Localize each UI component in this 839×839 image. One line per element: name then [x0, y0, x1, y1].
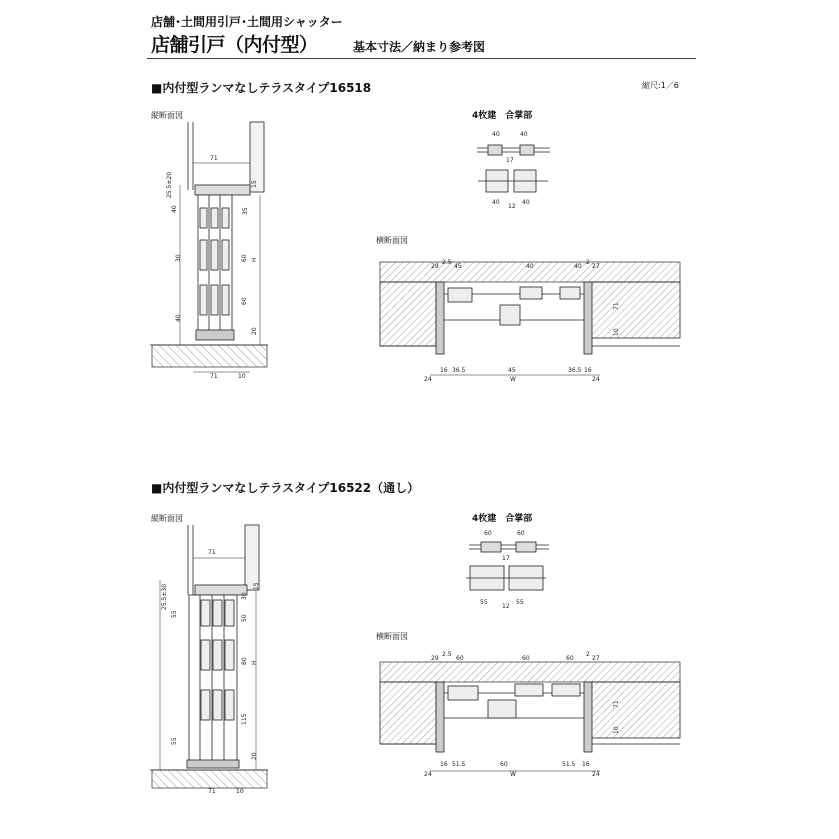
dimension-label: 60: [522, 655, 530, 662]
dimension-label: 15: [253, 582, 260, 590]
dimension-label: 30: [175, 254, 182, 262]
dimension-label: 40: [522, 199, 530, 206]
dimension-label: 24: [424, 376, 432, 383]
dimension-label: 29: [431, 263, 439, 270]
dimension-label: 16: [584, 367, 592, 374]
dimension-label: 51.5: [452, 761, 466, 768]
dimension-label: W: [510, 376, 516, 383]
dimension-label: 60: [456, 655, 464, 662]
dimension-label: 30: [241, 592, 248, 600]
dimension-label: 16: [582, 761, 590, 768]
dimension-label: 10: [613, 726, 620, 734]
dimension-label: 10: [236, 788, 244, 795]
dimension-label: 40: [492, 131, 500, 138]
dimension-label: 24: [592, 376, 600, 383]
dimension-label: H: [251, 660, 258, 665]
page-title: 店舗引戸（内付型）: [151, 34, 318, 56]
dimension-label: 55: [516, 599, 524, 606]
dimension-label: 45: [508, 367, 516, 374]
section-heading-2: ■内付型ランマなしテラスタイプ16522（通し）: [151, 481, 420, 495]
dimension-label: 80: [241, 657, 248, 665]
vertical-section-drawing-2: [150, 525, 268, 788]
dimension-label: 10: [238, 373, 246, 380]
horizontal-section-drawing-1: [380, 262, 680, 375]
dimension-label: 16: [440, 761, 448, 768]
joint-drawing-1: [477, 145, 550, 192]
dimension-label: 45: [454, 263, 462, 270]
dimension-label: 2.5: [442, 259, 452, 266]
dimension-label: 40: [171, 205, 178, 213]
dimension-label: 27: [592, 263, 600, 270]
dimension-label: 71: [208, 549, 216, 556]
dimension-label: 2.5: [442, 651, 452, 658]
dimension-label: 60: [566, 655, 574, 662]
category-label: 店舗･土間用引戸･土間用シャッター: [151, 15, 343, 29]
dimension-label: 17: [506, 157, 514, 164]
dimension-label: 2: [586, 651, 590, 658]
dimension-label: 71: [613, 302, 620, 310]
vertical-section-label-1: 縦断面図: [151, 111, 183, 120]
dimension-label: 51.5: [562, 761, 576, 768]
dimension-label: 71: [208, 788, 216, 795]
dimension-label: 17: [502, 555, 510, 562]
dimension-label: 60: [500, 761, 508, 768]
dimension-label: 60: [517, 530, 525, 537]
horizontal-section-label-2: 横断面図: [376, 632, 408, 641]
dimension-label: 71: [210, 155, 218, 162]
joint-label-1: 4枚建 合掌部: [472, 111, 533, 121]
joint-label-2: 4枚建 合掌部: [472, 514, 533, 524]
dimension-label: 29: [431, 655, 439, 662]
dimension-label: H: [251, 257, 258, 262]
dimension-label: 27: [592, 655, 600, 662]
dimension-label: 60: [484, 530, 492, 537]
dimension-label: 40: [175, 314, 182, 322]
dimension-label: 2: [586, 259, 590, 266]
dimension-label: 40: [492, 199, 500, 206]
dimension-label: 55: [480, 599, 488, 606]
dimension-label: 50: [241, 614, 248, 622]
dimension-label: 20: [251, 752, 258, 760]
dimension-label: 40: [574, 263, 582, 270]
dimension-label: 40: [520, 131, 528, 138]
vertical-section-label-2: 縦断面図: [151, 514, 183, 523]
dimension-label: 12: [508, 203, 516, 210]
page-subtitle: 基本寸法／納まり参考図: [353, 40, 486, 54]
dimension-label: 24: [592, 771, 600, 778]
dimension-label: 25.5±20: [166, 171, 173, 198]
dimension-label: 25.5±30: [161, 583, 168, 610]
dimension-label: 55: [171, 610, 178, 618]
horizontal-section-drawing-2: [380, 662, 680, 771]
joint-drawing-2: [466, 542, 549, 590]
section-heading-1: ■内付型ランマなしテラスタイプ16518: [151, 81, 372, 95]
dimension-label: 10: [613, 328, 620, 336]
dimension-label: 40: [526, 263, 534, 270]
dimension-label: 15: [251, 180, 258, 188]
dimension-label: 36.5: [568, 367, 582, 374]
dimension-label: 60: [241, 254, 248, 262]
dimension-label: 16: [440, 367, 448, 374]
dimension-label: 36.5: [452, 367, 466, 374]
horizontal-section-label-1: 横断面図: [376, 236, 408, 245]
dimension-label: 35: [242, 207, 249, 215]
dimension-label: 24: [424, 771, 432, 778]
dimension-label: 115: [241, 713, 248, 725]
dimension-label: 71: [210, 373, 218, 380]
dimension-label: 20: [251, 327, 258, 335]
dimension-label: 60: [241, 297, 248, 305]
dimension-label: 55: [171, 737, 178, 745]
scale-label: 縮尺:1／6: [642, 81, 679, 90]
dimension-label: 71: [613, 700, 620, 708]
dimension-label: 12: [502, 603, 510, 610]
dimension-label: W: [510, 771, 516, 778]
